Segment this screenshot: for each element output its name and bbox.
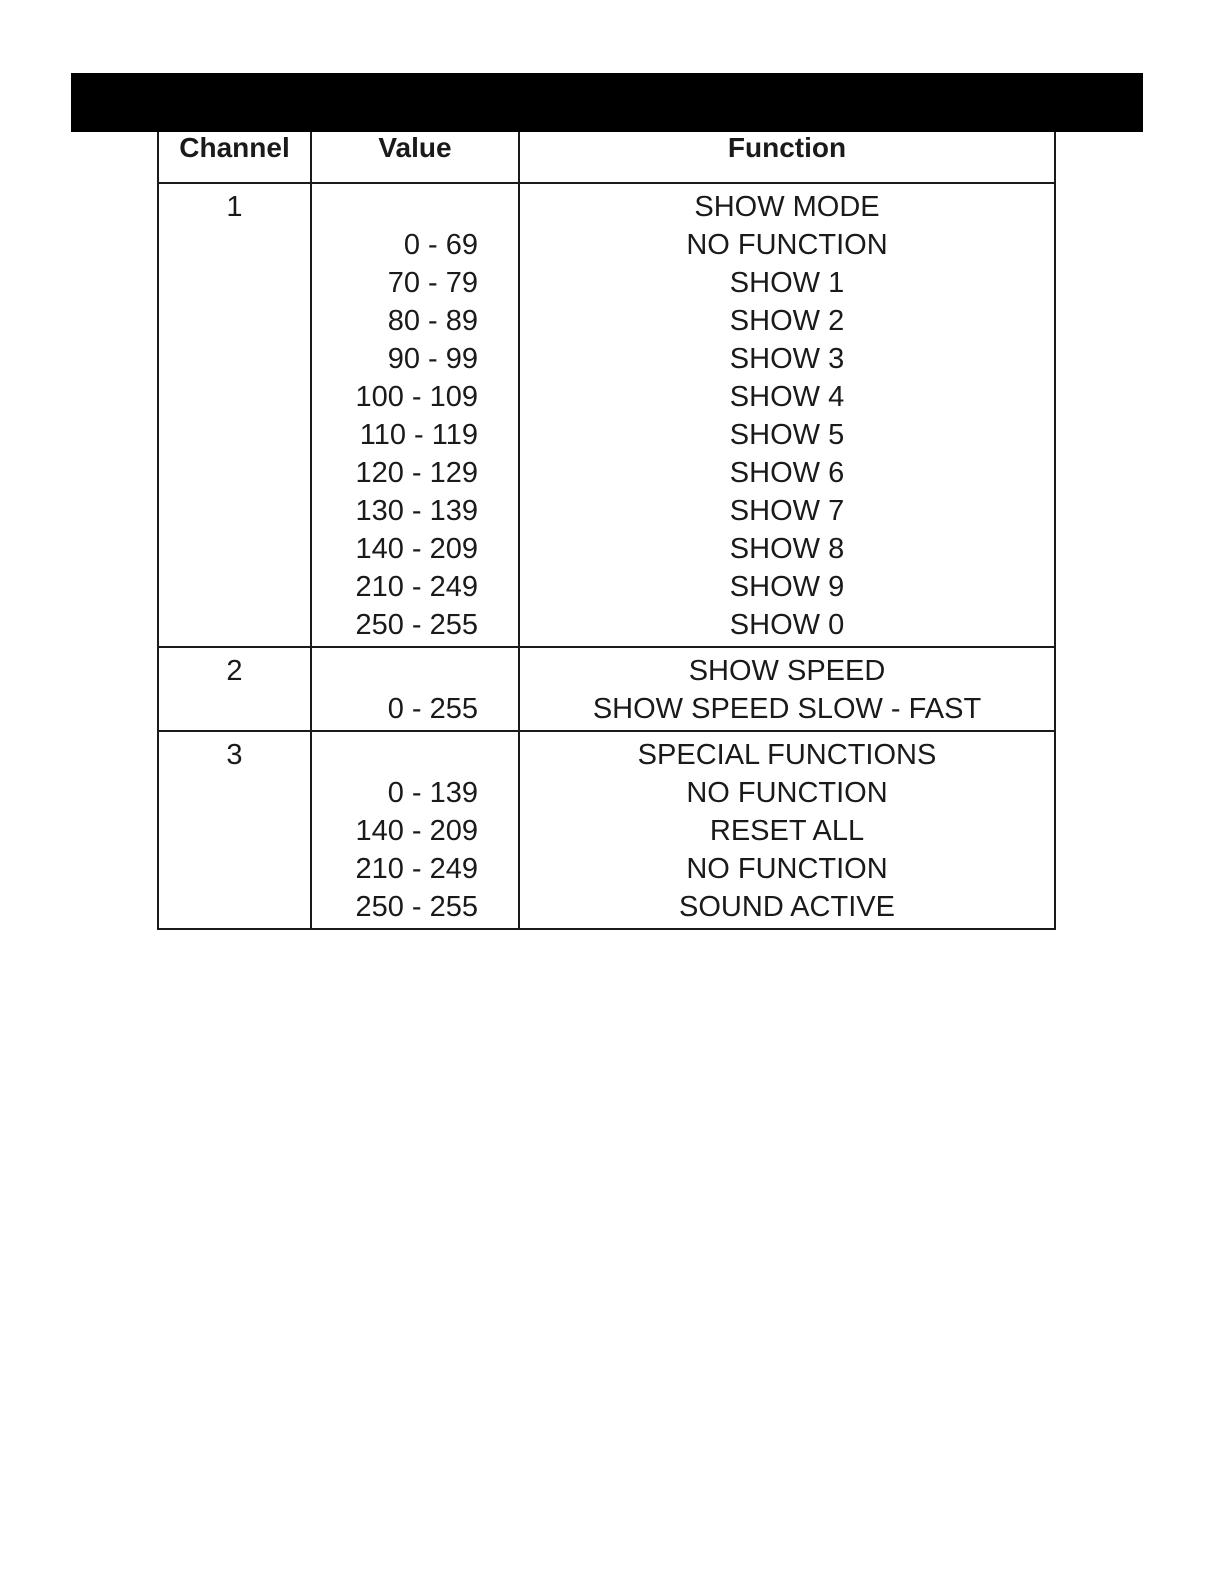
function-description: SHOW 9: [729, 571, 845, 603]
value-range: 90 - 99: [387, 343, 478, 375]
function-description: SHOW 4: [729, 381, 845, 413]
function-group-title: SHOW SPEED: [688, 655, 886, 687]
function-cell: [519, 647, 1055, 731]
value-range: 0 - 255: [387, 693, 478, 725]
channel-cell: [158, 731, 311, 929]
value-range: 140 - 209: [355, 815, 478, 847]
dmx-channel-table: [157, 132, 1056, 930]
function-description: NO FUNCTION: [686, 853, 888, 885]
channel-number: 2: [226, 655, 243, 687]
channel-group-1: [158, 183, 1055, 647]
channel-number: 1: [226, 191, 243, 223]
value-range: 110 - 119: [359, 419, 478, 451]
function-description: NO FUNCTION: [686, 777, 888, 809]
function-description: SHOW SPEED SLOW - FAST: [592, 693, 982, 725]
function-description: SHOW 1: [729, 267, 845, 299]
value-range: 0 - 139: [387, 777, 478, 809]
function-description: RESET ALL: [709, 815, 865, 847]
value-range: 70 - 79: [387, 267, 478, 299]
value-range: 100 - 109: [355, 381, 478, 413]
function-description: SHOW 3: [729, 343, 845, 375]
value-cell: [311, 647, 519, 731]
function-description: SHOW 5: [729, 419, 845, 451]
header-function: Function: [519, 132, 1055, 183]
function-group-title: SPECIAL FUNCTIONS: [637, 739, 937, 771]
channel-cell: [158, 647, 311, 731]
value-range: 210 - 249: [355, 571, 478, 603]
channel-group-3: [158, 731, 1055, 929]
channel-number: 3: [226, 739, 243, 771]
value-range: 130 - 139: [355, 495, 478, 527]
table-header-row: [158, 132, 1055, 183]
value-range: 140 - 209: [355, 533, 478, 565]
value-range: 250 - 255: [355, 609, 478, 641]
function-cell: [519, 731, 1055, 929]
function-description: SHOW 7: [729, 495, 845, 527]
function-description: SHOW 0: [729, 609, 845, 641]
function-description: SOUND ACTIVE: [679, 891, 895, 923]
channel-cell: [158, 183, 311, 647]
function-description: SHOW 8: [729, 533, 845, 565]
value-range: 80 - 89: [387, 305, 478, 337]
value-range: 210 - 249: [355, 853, 478, 885]
value-range: 120 - 129: [355, 457, 478, 489]
channel-group-2: [158, 647, 1055, 731]
header-bar: [71, 73, 1143, 132]
function-description: NO FUNCTION: [686, 229, 888, 261]
value-range: 0 - 69: [403, 229, 478, 261]
function-description: SHOW 2: [729, 305, 845, 337]
function-group-title: SHOW MODE: [694, 191, 880, 223]
function-cell: [519, 183, 1055, 647]
function-description: SHOW 6: [729, 457, 845, 489]
value-cell: [311, 183, 519, 647]
value-range: 250 - 255: [355, 891, 478, 923]
header-channel: Channel: [158, 132, 311, 183]
header-value: Value: [311, 132, 519, 183]
value-cell: [311, 731, 519, 929]
